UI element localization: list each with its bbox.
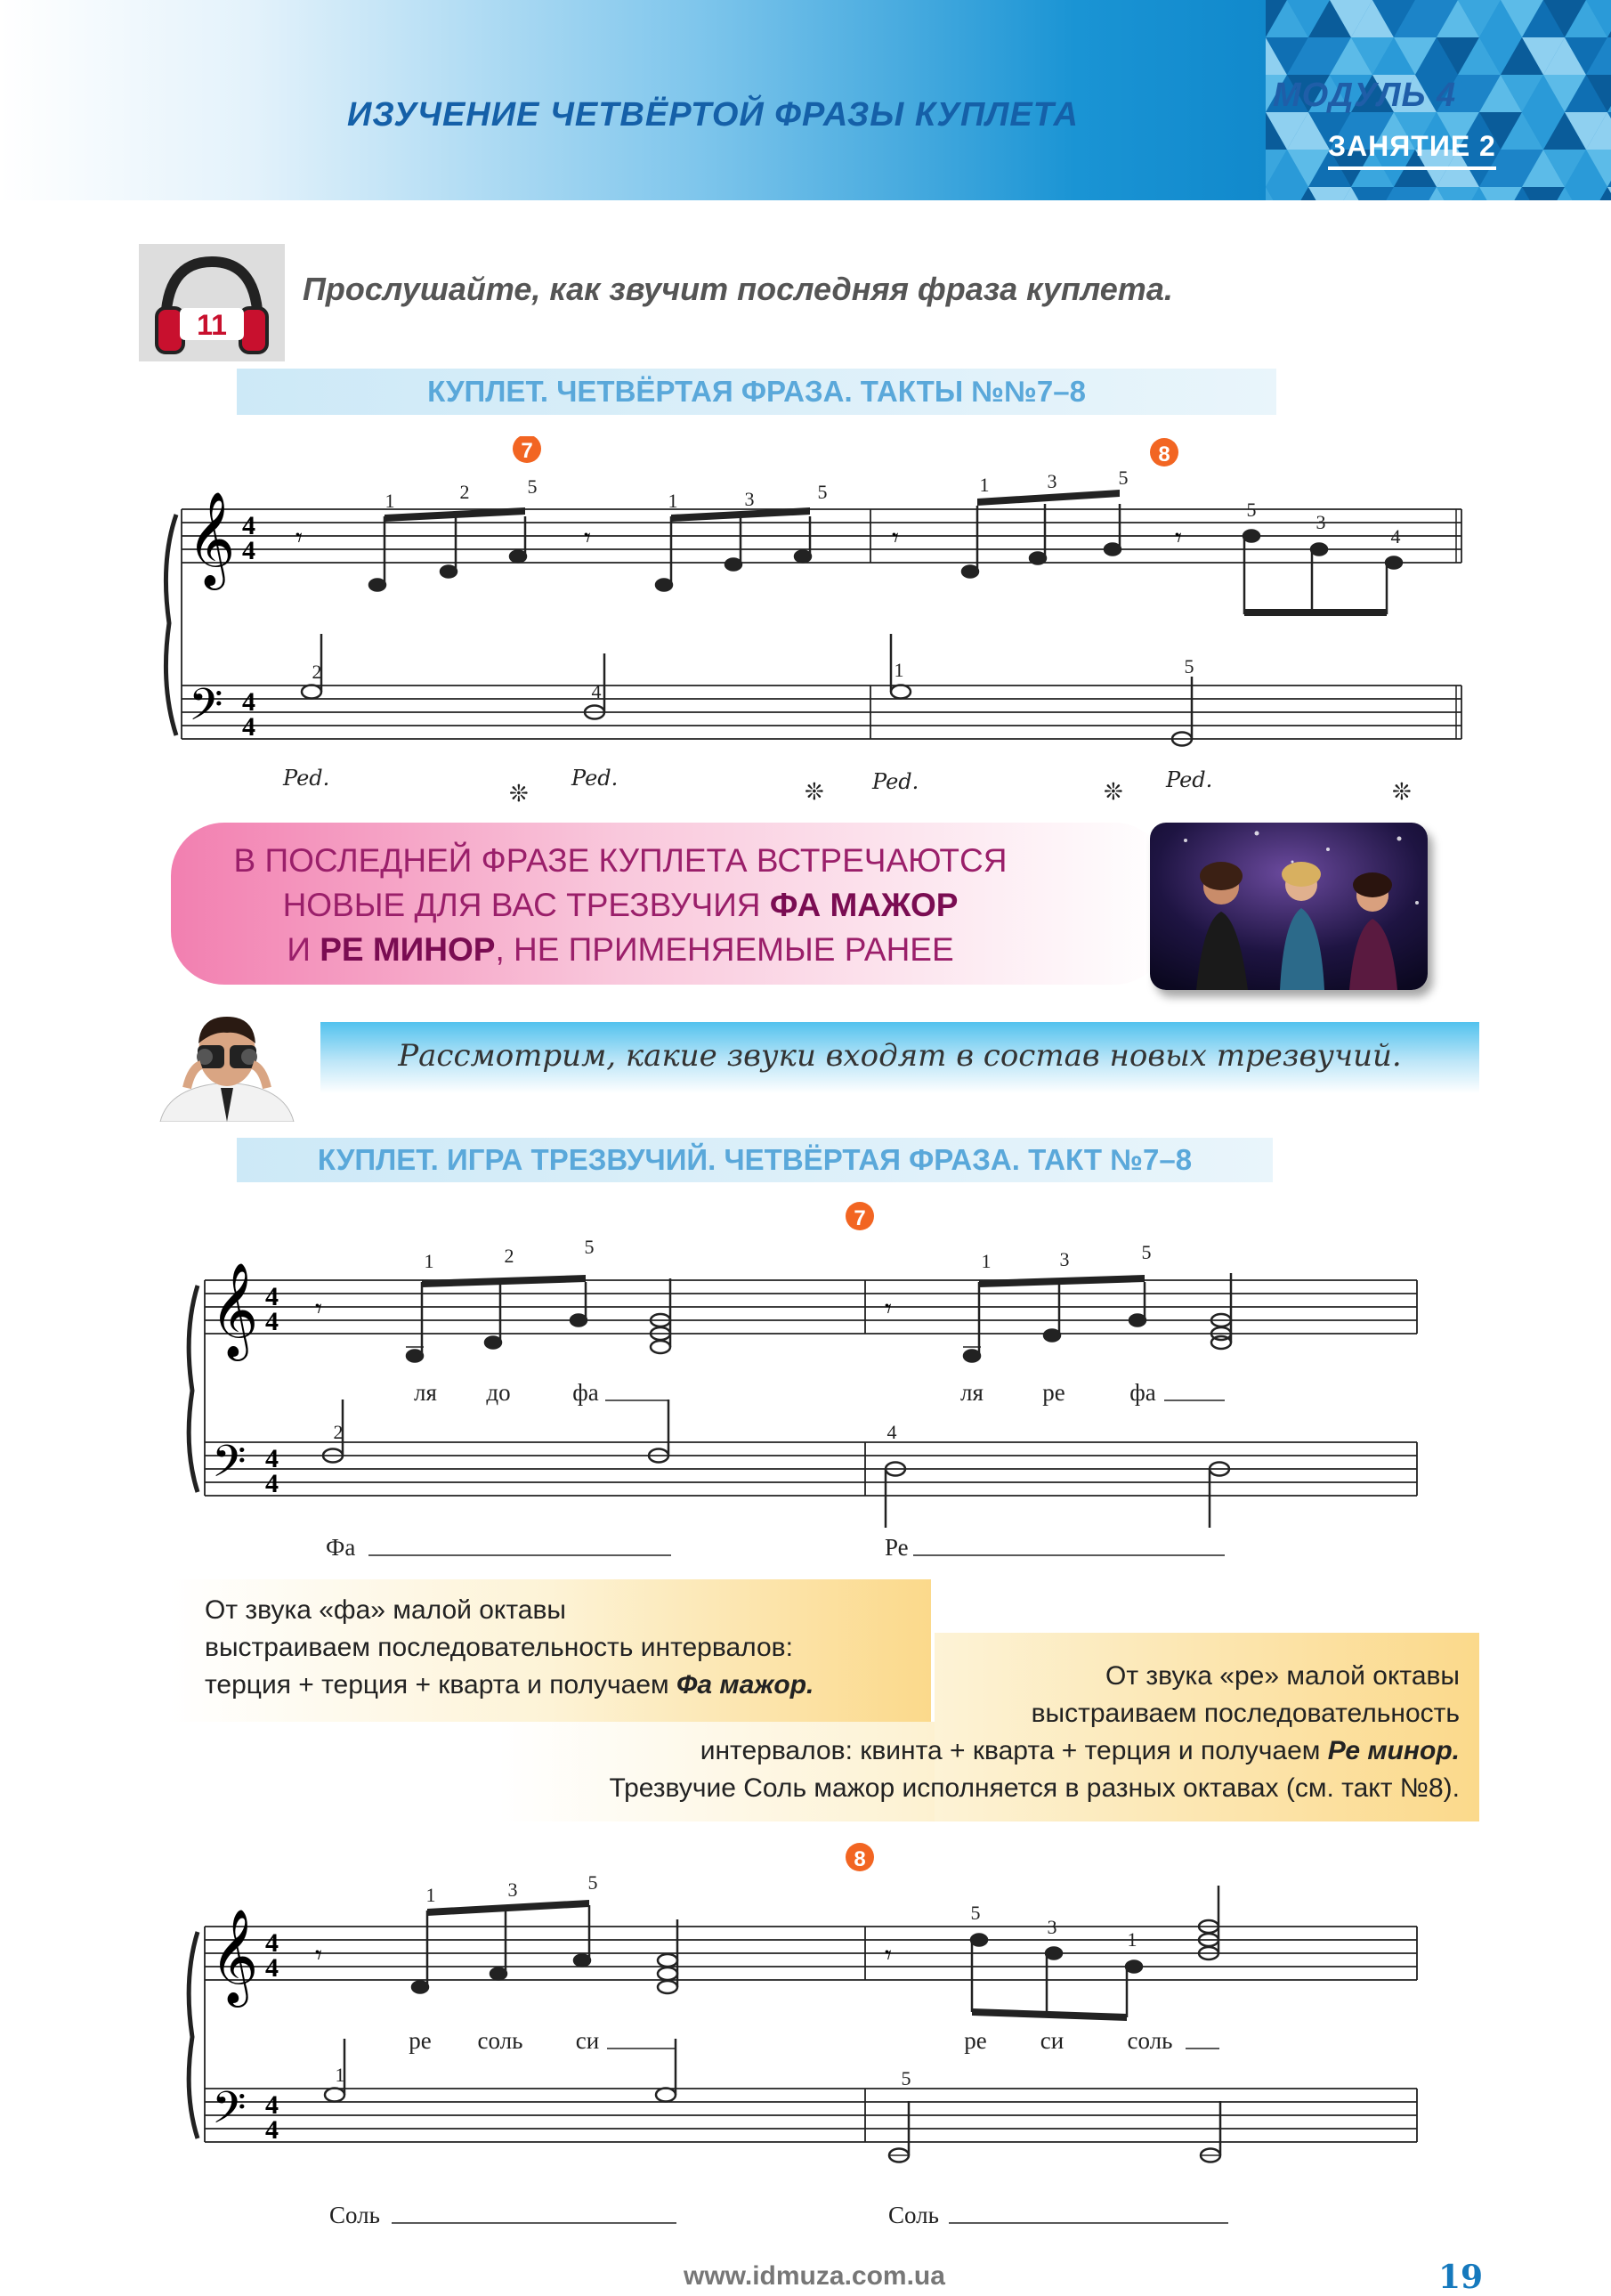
svg-text:4: 4: [265, 1928, 279, 1958]
svg-text:𝄾: 𝄾: [295, 523, 303, 554]
svg-text:𝄾: 𝄾: [315, 1940, 322, 1971]
svg-text:4: 4: [591, 680, 602, 702]
callout-text: [171, 839, 1070, 972]
svg-text:4: 4: [242, 712, 255, 742]
pedal-mark: Ped.: [1166, 767, 1213, 792]
note-f-major-text: От звука «фа» малой октавы выстраиваем последовательность интервалов: терция + терция + кварта и получаем Фа мажор.: [205, 1595, 814, 1700]
svg-text:2: 2: [312, 661, 322, 683]
svg-text:2: 2: [333, 1421, 344, 1443]
score-chords-measure-7: [142, 1189, 1477, 1572]
syllable: фа: [572, 1379, 599, 1406]
svg-text:5: 5: [1118, 467, 1129, 489]
svg-text:1: 1: [1127, 1928, 1137, 1951]
svg-text:1: 1: [385, 490, 395, 512]
note-d-minor-text: От звука «ре» малой октавы выстраиваем последовательность интервалов: квинта + кварта + терция и получаем Ре минор. Трезвучие Соль мажор исполняется в разных октавах (см. такт №8).: [609, 1661, 1460, 1803]
pedal-release-icon: ❊: [1392, 779, 1412, 806]
measure-badge-8: 8: [1158, 442, 1170, 467]
chord-name: Фа: [326, 1534, 356, 1561]
svg-text:4: 4: [1390, 525, 1401, 548]
svg-text:4: 4: [265, 2090, 279, 2120]
svg-text:1: 1: [981, 1250, 992, 1272]
footer-url[interactable]: www.idmuza.com.ua: [684, 2261, 945, 2291]
svg-text:4: 4: [242, 536, 255, 565]
pedal-mark: Ped.: [571, 766, 619, 791]
svg-text:2: 2: [504, 1245, 514, 1267]
treble-clef-icon: 𝄞: [187, 491, 236, 586]
headphones-icon[interactable]: [139, 244, 285, 361]
syllable: до: [486, 1379, 511, 1406]
score-chords-measure-8: [142, 1834, 1477, 2252]
svg-text:3: 3: [1316, 511, 1326, 533]
callout-line: НОВЫЕ ДЛЯ ВАС ТРЕЗВУЧИЯ ФА МАЖОР: [282, 887, 959, 923]
track-number: 11: [197, 309, 227, 341]
pedal-release-icon: ❊: [509, 781, 529, 807]
measure-badge-7: 7: [521, 439, 533, 463]
chord-name: Ре: [885, 1534, 909, 1561]
chord-name: Соль: [329, 2202, 380, 2228]
svg-text:3: 3: [1047, 470, 1057, 492]
svg-text:3: 3: [1059, 1248, 1070, 1270]
svg-text:𝄾: 𝄾: [892, 523, 899, 554]
section-title-phrase: КУПЛЕТ. ЧЕТВЁРТАЯ ФРАЗА. ТАКТЫ №№7–8: [237, 369, 1276, 415]
bass-clef-icon: 𝄢: [189, 679, 223, 742]
svg-text:𝄾: 𝄾: [315, 1294, 322, 1325]
page-number: 19: [1438, 2259, 1484, 2296]
chord-name: Соль: [888, 2202, 939, 2228]
binoculars-man-icon: [151, 1006, 303, 1122]
party-photo: [1150, 823, 1428, 990]
svg-text:1: 1: [425, 1884, 436, 1906]
callout-bold: РЕ МИНОР: [320, 931, 496, 968]
svg-text:5: 5: [1141, 1241, 1152, 1263]
syllable: ля: [414, 1379, 437, 1406]
svg-text:1: 1: [424, 1250, 434, 1272]
lesson-label: ЗАНЯТИЕ 2: [1328, 130, 1496, 162]
syllable: ре: [1042, 1379, 1065, 1406]
treble-clef-icon: 𝄞: [210, 1908, 259, 2003]
callout-line: И РЕ МИНОР, НЕ ПРИМЕНЯЕМЫЕ РАНЕЕ: [287, 931, 954, 968]
syllable: соль: [477, 2027, 523, 2054]
section-title-chords: КУПЛЕТ. ИГРА ТРЕЗВУЧИЙ. ЧЕТВЁРТАЯ ФРАЗА. ТАКТ №7–8: [237, 1138, 1273, 1182]
svg-text:5: 5: [1184, 655, 1194, 677]
svg-text:5: 5: [901, 2067, 911, 2089]
svg-text:5: 5: [817, 481, 828, 503]
svg-text:4: 4: [886, 1421, 897, 1443]
bass-clef-icon: 𝄢: [212, 1436, 247, 1498]
svg-text:5: 5: [970, 1902, 981, 1924]
svg-text:𝄾: 𝄾: [1175, 523, 1182, 554]
svg-text:4: 4: [265, 1282, 279, 1311]
callout-line: В ПОСЛЕДНЕЙ ФРАЗЕ КУПЛЕТА ВСТРЕЧАЮТСЯ: [233, 842, 1008, 879]
pedal-mark: Ped.: [872, 769, 919, 794]
svg-text:4: 4: [265, 1469, 279, 1498]
svg-text:2: 2: [459, 481, 470, 503]
svg-text:5: 5: [584, 1236, 595, 1258]
syllable: ре: [964, 2027, 987, 2054]
treble-clef-icon: 𝄞: [210, 1262, 259, 1357]
observe-text: Рассмотрим, какие звуки входят в состав новых трезвучий.: [398, 1038, 1402, 1074]
syllable: си: [575, 2027, 600, 2054]
svg-text:4: 4: [265, 1307, 279, 1336]
module-label: МОДУЛЬ 4: [1273, 77, 1457, 114]
measure-badge-8: 8: [854, 1847, 866, 1871]
callout-bold: ФА МАЖОР: [769, 887, 959, 923]
pedal-mark: Ped.: [283, 766, 330, 791]
page-title: ИЗУЧЕНИЕ ЧЕТВЁРТОЙ ФРАЗЫ КУПЛЕТА: [347, 96, 1079, 134]
measure-badge-7: 7: [854, 1206, 866, 1230]
svg-text:𝄾: 𝄾: [584, 523, 591, 554]
svg-text:3: 3: [1047, 1916, 1057, 1938]
svg-text:1: 1: [668, 490, 678, 512]
svg-text:4: 4: [265, 1444, 279, 1473]
syllable: ля: [960, 1379, 984, 1406]
pedal-release-icon: ❊: [805, 779, 824, 806]
bass-clef-icon: 𝄢: [212, 2082, 247, 2145]
svg-text:4: 4: [242, 511, 255, 540]
svg-text:3: 3: [507, 1878, 518, 1901]
svg-text:5: 5: [527, 475, 538, 498]
svg-text:4: 4: [242, 687, 255, 717]
svg-text:4: 4: [265, 2115, 279, 2145]
svg-text:5: 5: [1246, 499, 1257, 521]
syllable: соль: [1127, 2027, 1173, 2054]
svg-text:1: 1: [335, 2064, 345, 2086]
score-phrase-4: [142, 436, 1477, 810]
svg-text:5: 5: [587, 1871, 598, 1894]
syllable: си: [1040, 2027, 1065, 2054]
svg-text:𝄾: 𝄾: [885, 1294, 892, 1325]
svg-text:1: 1: [979, 474, 990, 496]
svg-text:3: 3: [744, 488, 755, 510]
listen-instruction: Прослушайте, как звучит последняя фраза куплета.: [303, 271, 1173, 307]
pedal-release-icon: ❊: [1104, 779, 1123, 806]
svg-text:4: 4: [265, 1953, 279, 1983]
svg-text:1: 1: [894, 659, 904, 681]
syllable: ре: [409, 2027, 432, 2054]
syllable: фа: [1129, 1379, 1156, 1406]
svg-text:𝄾: 𝄾: [885, 1940, 892, 1971]
